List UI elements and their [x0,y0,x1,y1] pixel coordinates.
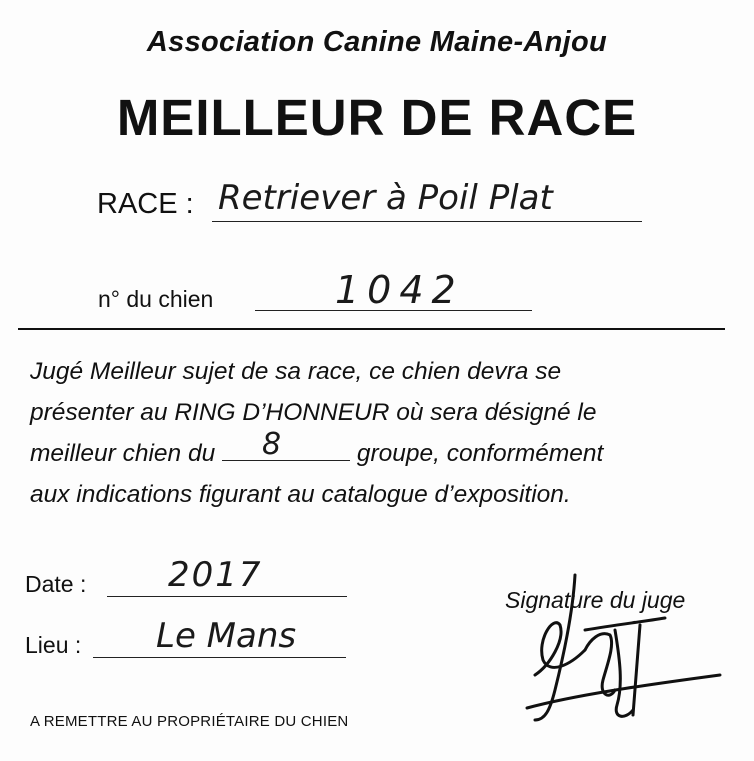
date-value: 2017 [168,555,263,595]
race-underline [212,221,642,222]
association-name: Association Canine Maine-Anjou [146,26,608,58]
certificate-title: MEILLEUR DE RACE [116,89,638,146]
section-divider [18,328,725,330]
race-label: RACE : [97,188,194,220]
group-number-value: 8 [262,427,282,462]
place-label: Lieu : [25,632,82,658]
statement-line-3 [30,427,720,474]
place-underline [93,657,346,658]
judge-signature [515,570,735,730]
statement-line-2: présenter au RING D’HONNEUR où sera désigné le [30,399,597,426]
signature-label: Signature du juge [505,587,686,613]
race-value: Retriever à Poil Plat [218,178,553,218]
dog-number-label: n° du chien [98,286,214,312]
date-label: Date : [25,571,87,597]
place-value: Le Mans [156,616,297,656]
statement-line-3-before: meilleur chien du [30,440,216,467]
statement-line-4: aux indications figurant au catalogue d’exposition. [30,481,571,508]
dog-number-value: 1042 [335,268,464,312]
date-underline [107,596,347,597]
statement-line-1: Jugé Meilleur sujet de sa race, ce chien devra se [30,358,562,385]
group-number-field [222,427,350,462]
footer-note: A REMETTRE AU PROPRIÉTAIRE DU CHIEN [30,713,349,730]
statement-line-3-after: groupe, conformément [356,440,604,467]
